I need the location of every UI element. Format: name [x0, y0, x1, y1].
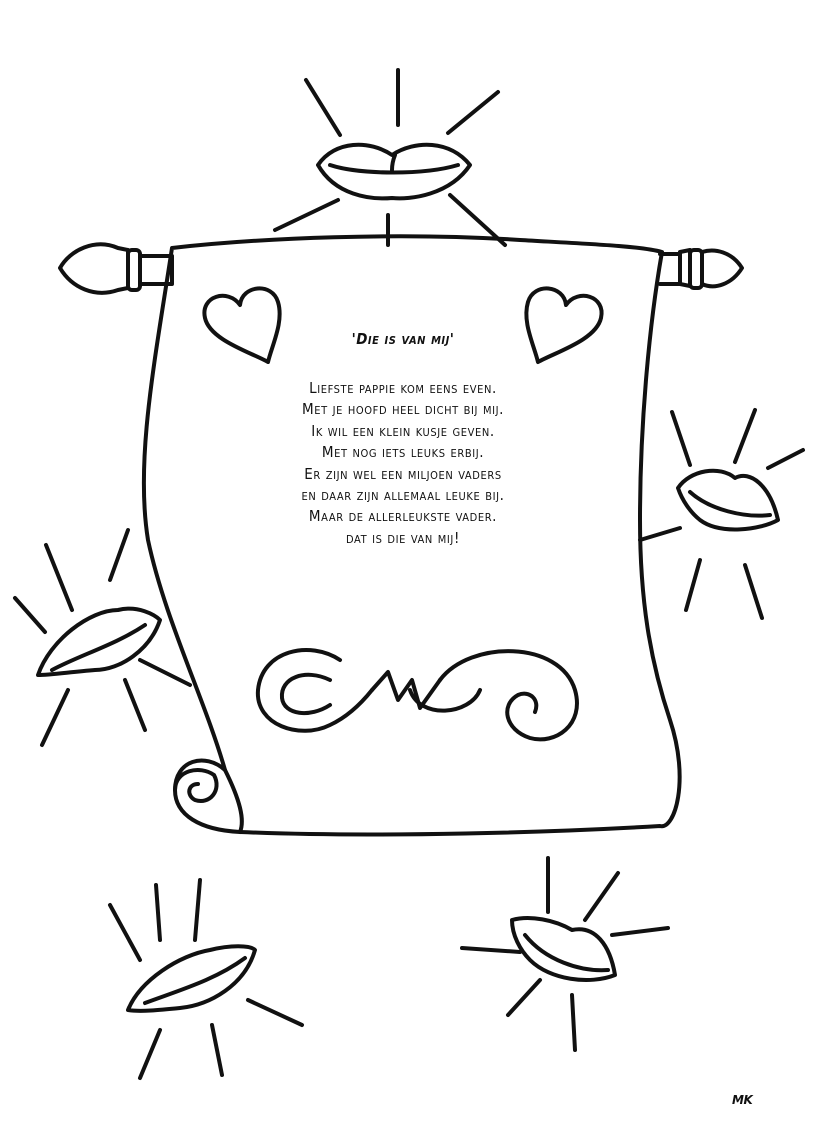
poem-line: Er zijn wel een miljoen vaders	[304, 464, 502, 483]
rays	[15, 530, 190, 745]
poem-line: Met nog iets leuks erbij.	[321, 443, 485, 462]
poem	[238, 330, 568, 549]
poem-title: 'Die is van mij'	[351, 330, 455, 348]
poem-line: Maar de allerleukste vader.	[308, 507, 498, 526]
poem-line: dat is die van mij!	[346, 528, 460, 547]
rays	[462, 858, 668, 1050]
lips-icon	[128, 946, 255, 1011]
lips-icon	[512, 918, 615, 980]
ornament-icon	[258, 650, 577, 739]
rays	[275, 70, 505, 245]
lips-icon	[38, 609, 160, 675]
scroll-rod	[60, 244, 742, 292]
poem-line: en daar zijn allemaal leuke bij.	[301, 486, 505, 505]
poem-line: Liefste pappie kom eens even.	[309, 379, 497, 397]
artist-signature: MK	[732, 1093, 753, 1107]
rays	[640, 410, 803, 618]
lips-icon	[678, 471, 778, 530]
poem-line: Ik wil een klein kusje geven.	[311, 421, 495, 440]
poem-line: Met je hoofd heel dicht bij mij.	[301, 400, 505, 419]
lips-icon	[318, 145, 470, 199]
